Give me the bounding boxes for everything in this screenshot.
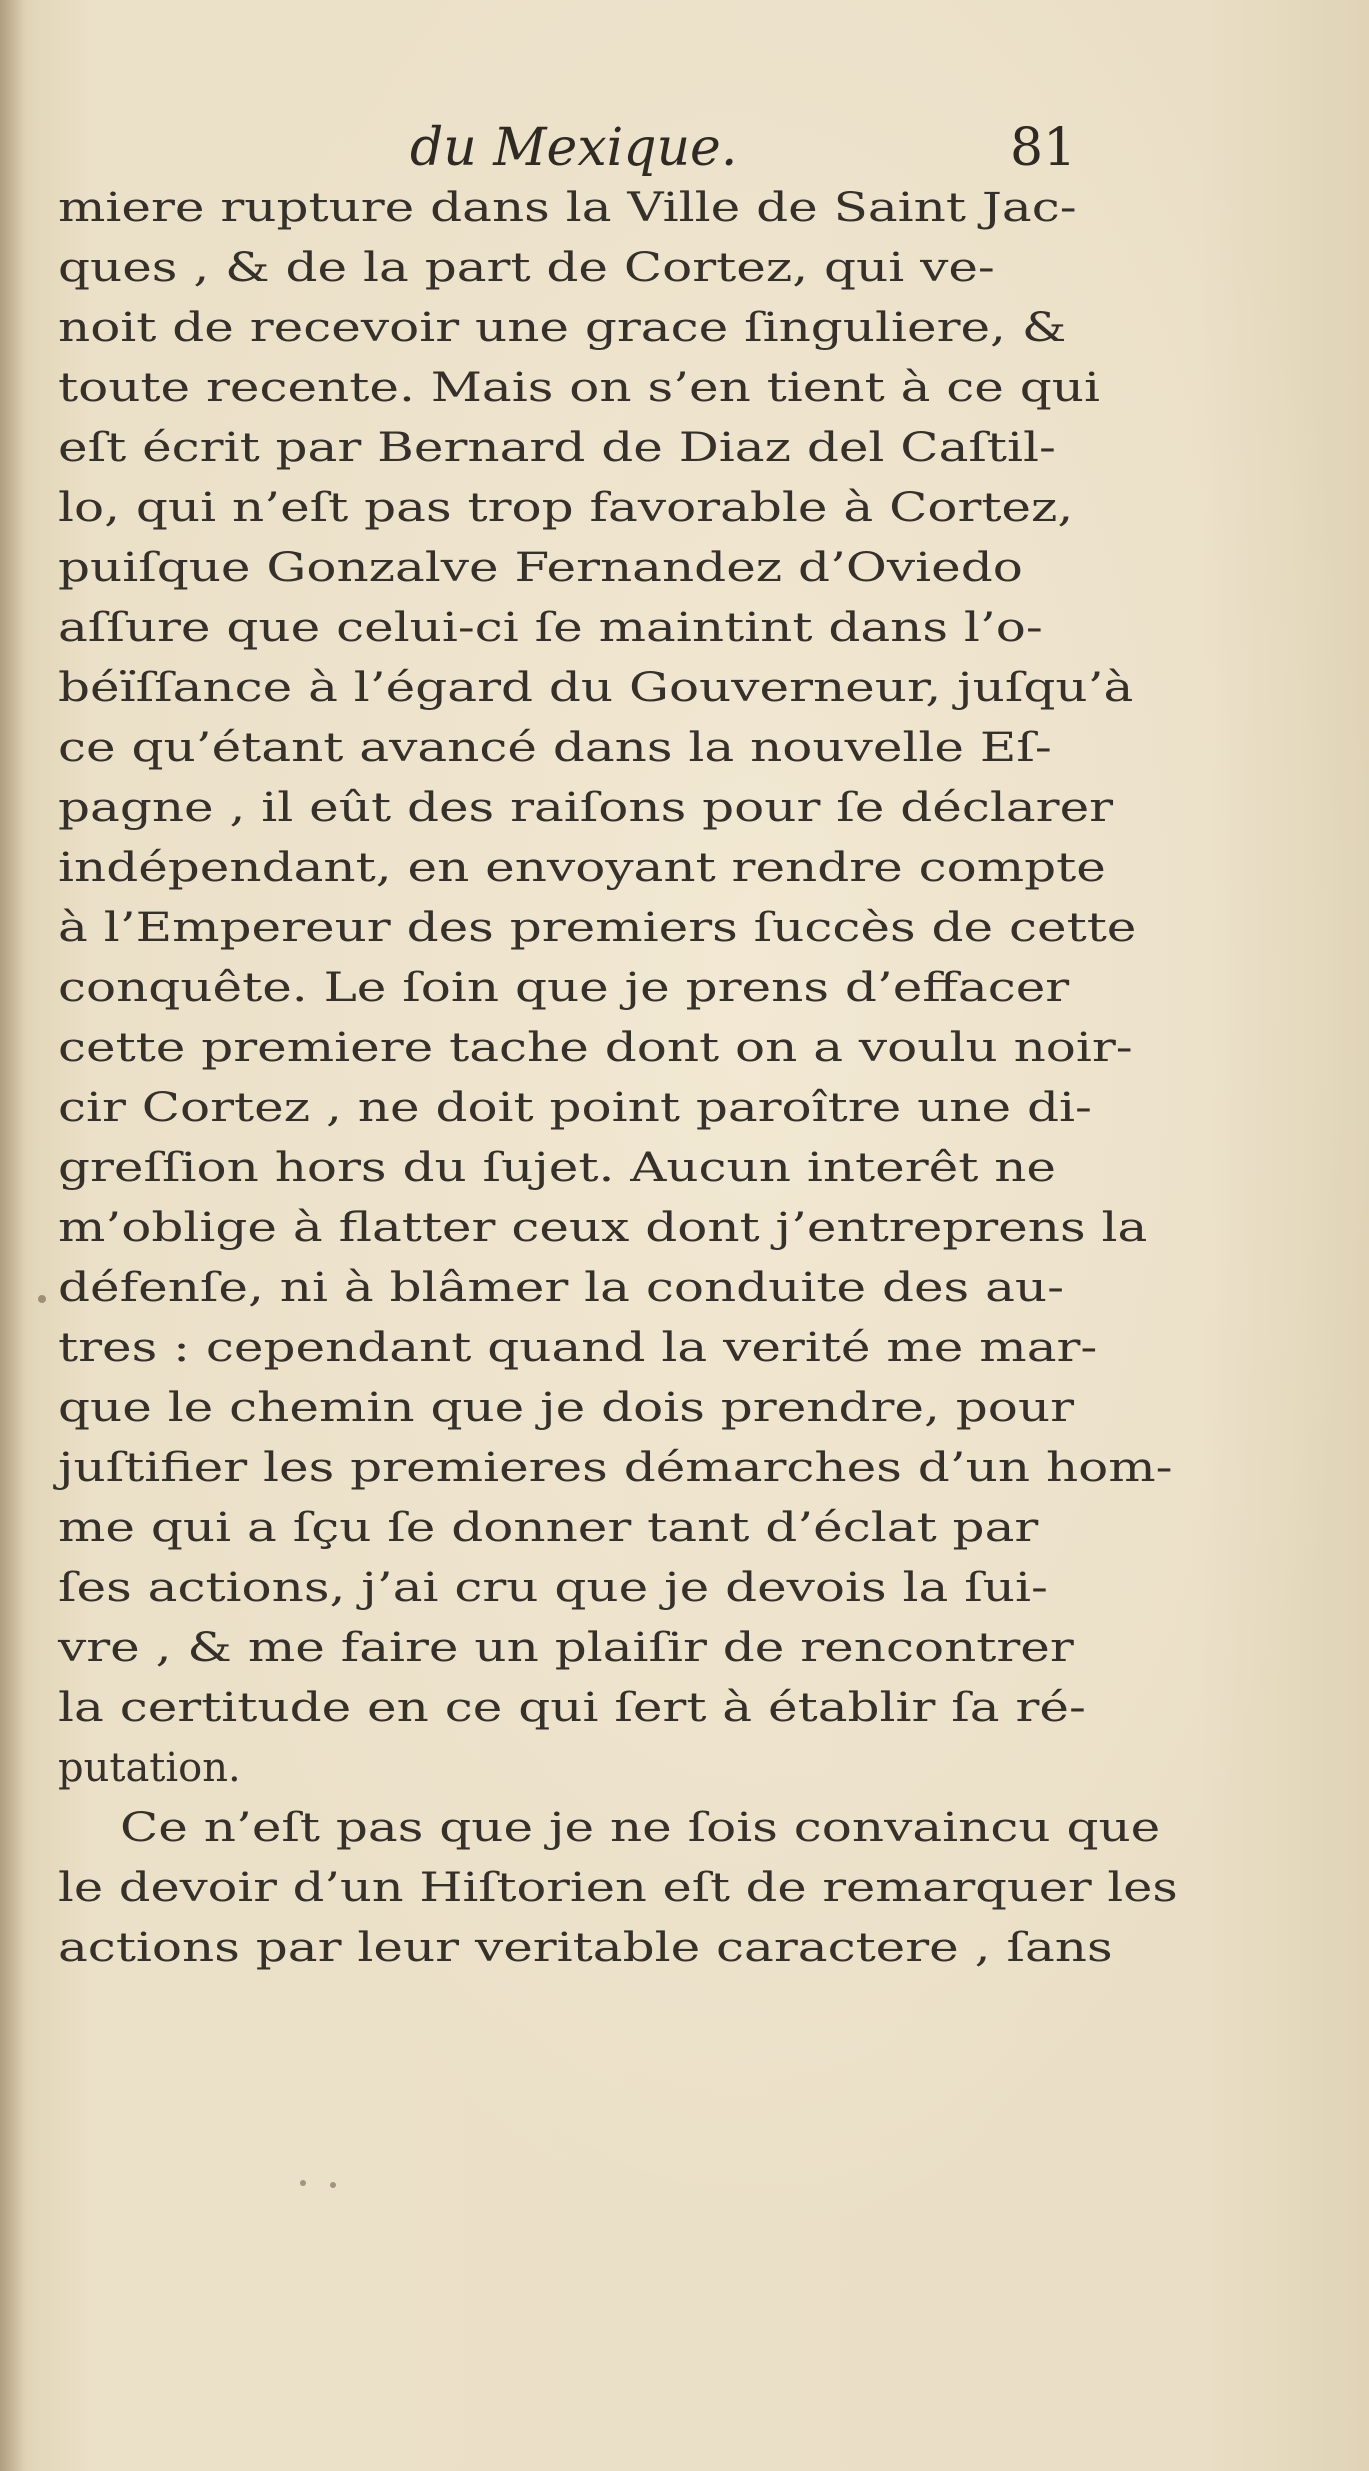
text-line: puiſque Gonzalve Fernandez d’Oviedo [58, 545, 1023, 591]
text-line: pagne , il eût des raiſons pour ſe déclarer [58, 785, 1114, 831]
ink-speck [38, 1295, 46, 1303]
text-line: le devoir d’un Hiſtorien eſt de remarquer les [58, 1865, 1178, 1911]
text-line: que le chemin que je dois prendre, pour [58, 1385, 1074, 1431]
text-line: ce qu’étant avancé dans la nouvelle Eſ- [58, 725, 1052, 771]
text-line: putation. [58, 1745, 241, 1791]
page-number: 81 [1010, 118, 1077, 178]
text-line: indépendant, en envoyant rendre compte [58, 845, 1106, 891]
ink-speck [330, 2182, 336, 2188]
running-title: du Mexique. [410, 118, 738, 178]
text-line: eſt écrit par Bernard de Diaz del Caſtil- [58, 425, 1056, 471]
text-line: lo, qui n’eſt pas trop favorable à Cortez, [58, 485, 1074, 531]
text-line: greſſion hors du ſujet. Aucun interêt ne [58, 1145, 1057, 1191]
text-line: me qui a ſçu ſe donner tant d’éclat par [58, 1505, 1039, 1551]
text-line: m’oblige à flatter ceux dont j’entreprens la [58, 1205, 1148, 1251]
text-line: béïſſance à l’égard du Gouverneur, juſqu’à [58, 665, 1134, 711]
text-line: ſes actions, j’ai cru que je devois la ſui- [58, 1565, 1048, 1611]
text-line: la certitude en ce qui ſert à établir ſa ré- [58, 1685, 1086, 1731]
page-header [0, 108, 1369, 188]
text-line: cette premiere tache dont on a voulu noir- [58, 1025, 1133, 1071]
text-line: vre , & me faire un plaiſir de rencontrer [58, 1625, 1074, 1671]
text-line: cir Cortez , ne doit point paroître une di- [58, 1085, 1092, 1131]
text-line: aſſure que celui-ci ſe maintint dans l’o- [58, 605, 1043, 651]
text-line: noit de recevoir une grace ſinguliere, & [58, 305, 1067, 351]
text-line: Ce n’eſt pas que je ne ſois convaincu que [120, 1805, 1161, 1851]
text-line: miere rupture dans la Ville de Saint Jac- [58, 185, 1077, 231]
ink-speck [300, 2180, 306, 2186]
text-line: conquête. Le ſoin que je prens d’effacer [58, 965, 1070, 1011]
text-line: juſtifier les premieres démarches d’un hom- [58, 1445, 1173, 1491]
binding-shadow [0, 0, 24, 2471]
text-line: défenſe, ni à blâmer la conduite des au- [58, 1265, 1065, 1311]
text-line: à l’Empereur des premiers ſuccès de cette [58, 905, 1137, 951]
text-line: actions par leur veritable caractere , ſans [58, 1925, 1113, 1971]
text-line: ques , & de la part de Cortez, qui ve- [58, 245, 995, 291]
text-line: tres : cependant quand la verité me mar- [58, 1325, 1098, 1371]
text-line: toute recente. Mais on s’en tient à ce qui [58, 365, 1100, 411]
